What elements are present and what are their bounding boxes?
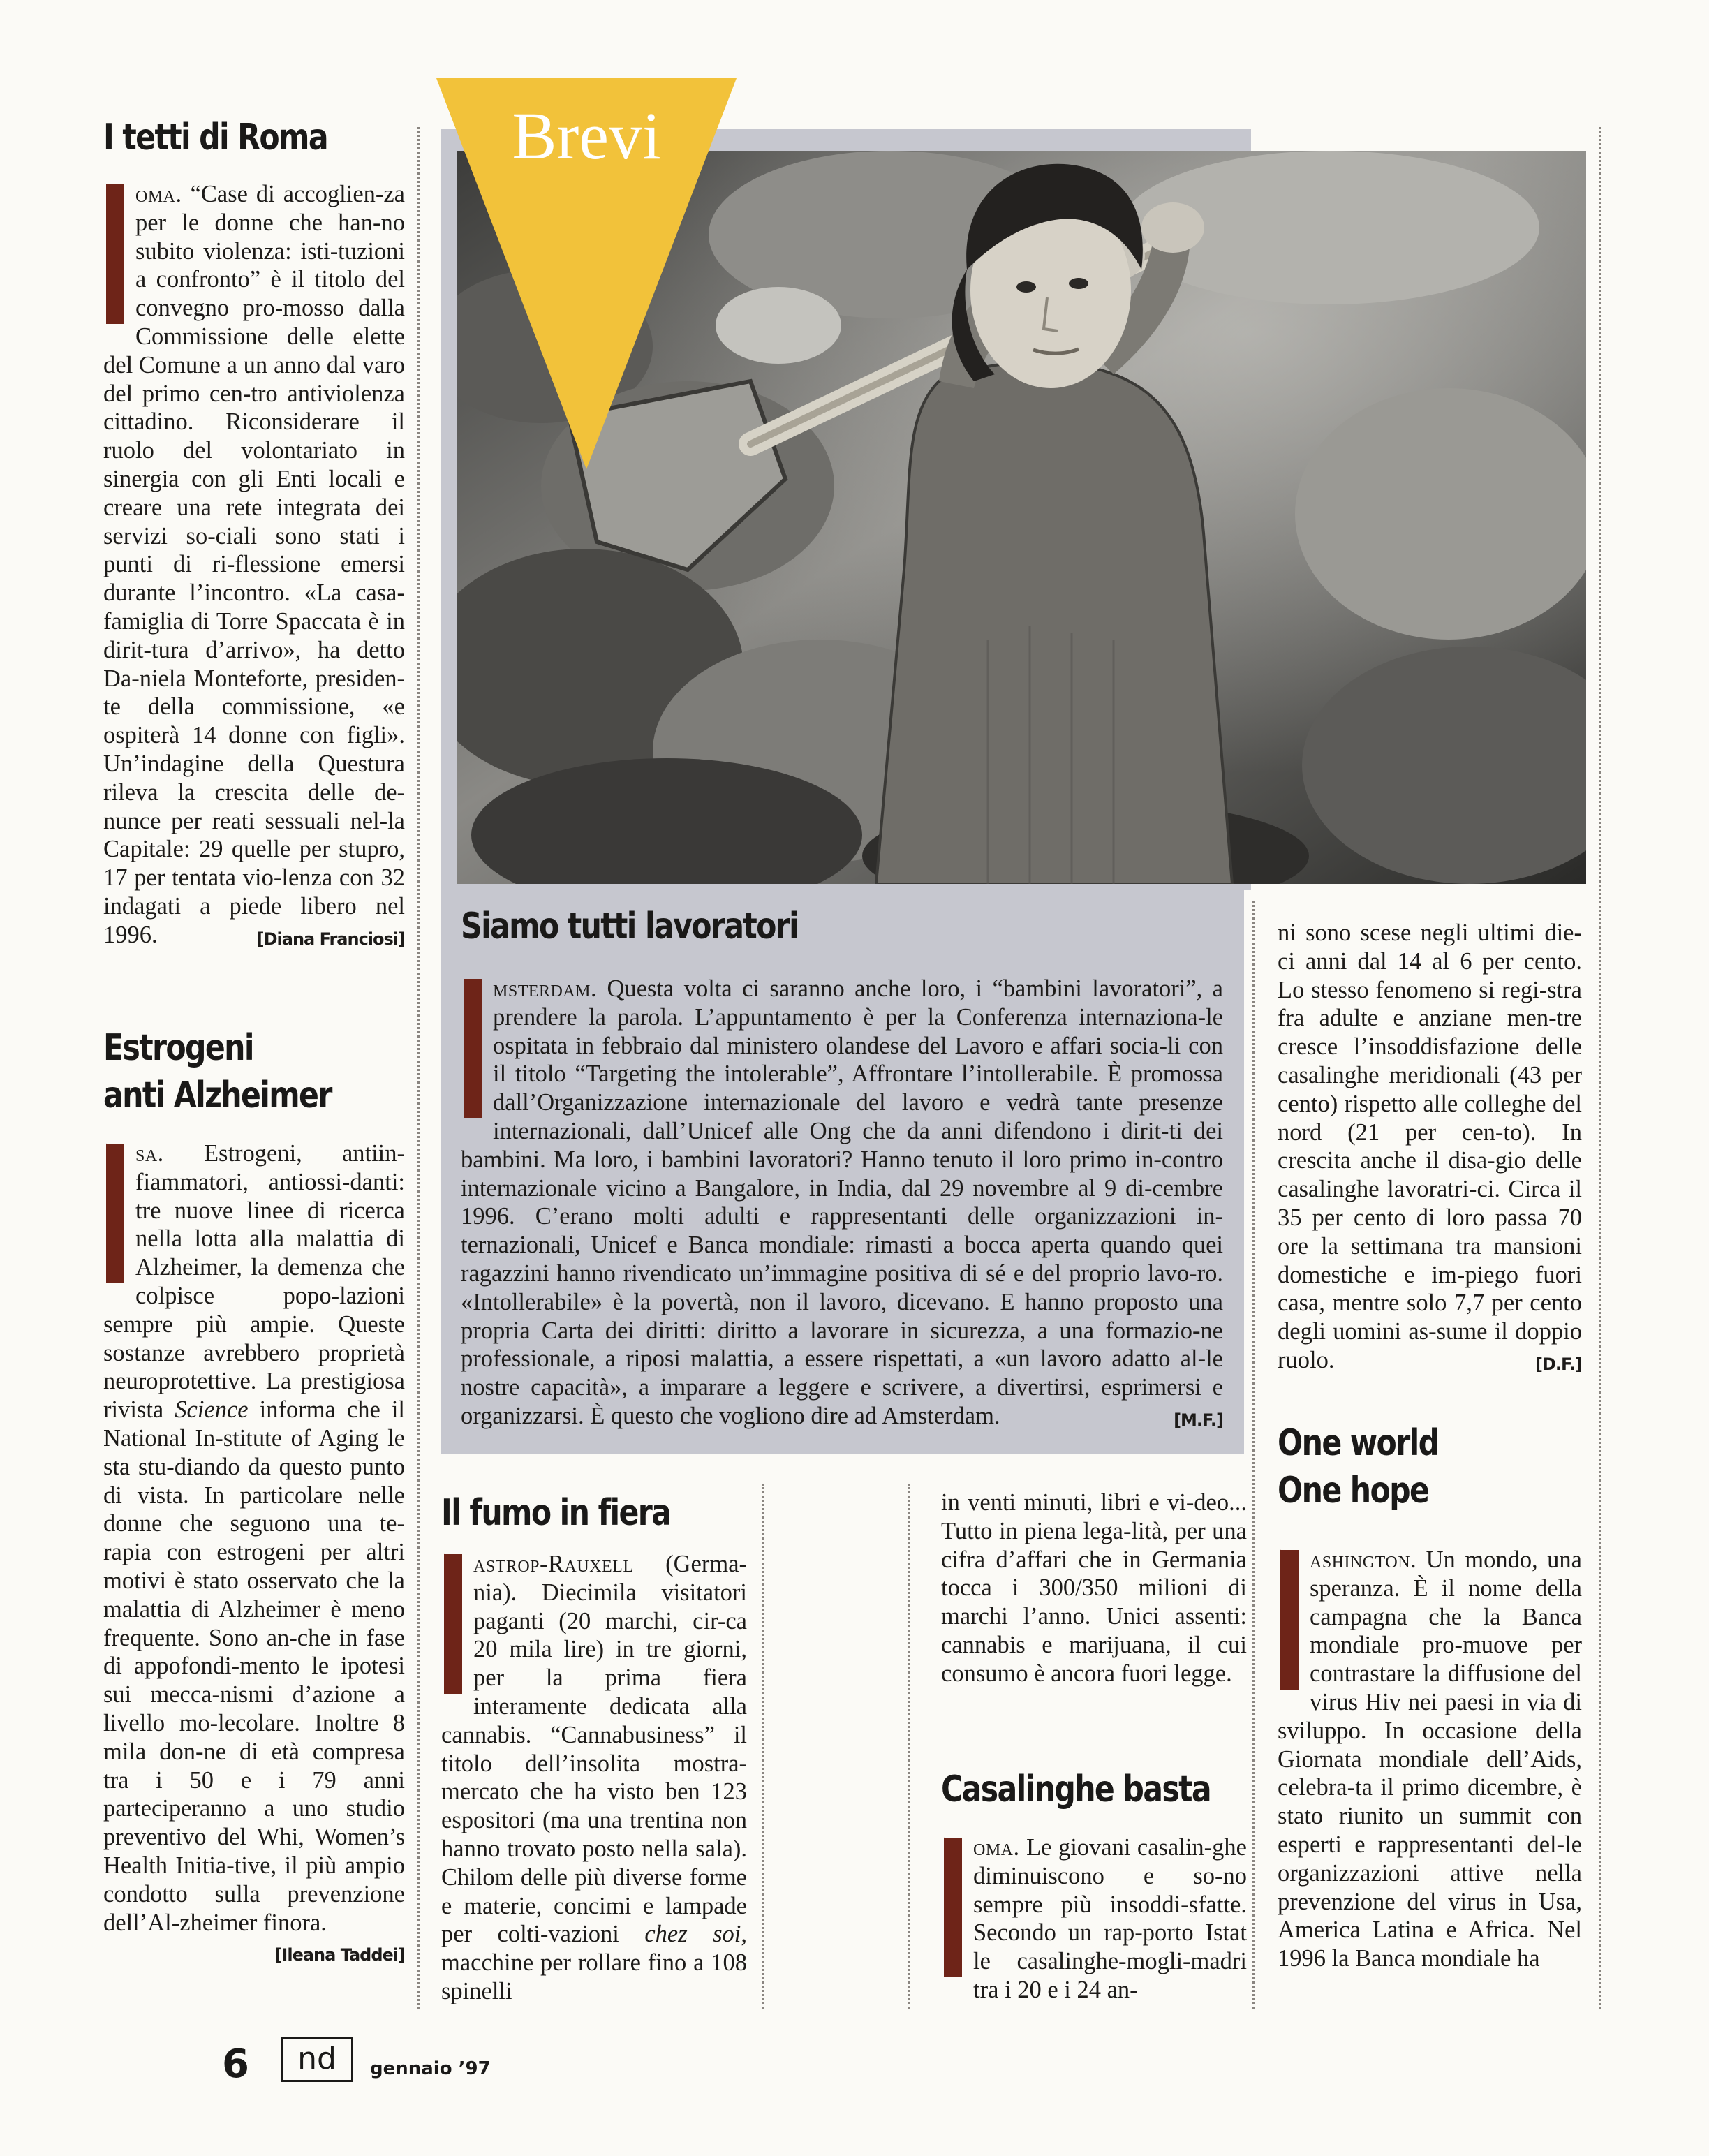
article-title: Casalinghe basta: [941, 1769, 1211, 1810]
article-title: Estrogeni: [103, 1027, 253, 1069]
article-body: [103, 1139, 405, 1970]
dateline: astrop-Rauxell: [473, 1551, 634, 1577]
article-text: Questa volta ci saranno anche loro, i “bambini lavoratori”, a prendere la parola. L’appuntamento è per la Conferenza internaziona-le ospitata in febbraio dal ministero olandese del Lavoro e affari socia-li con il titolo “Targeting the intolerable”, Affrontare l’intollerabile. È promossa dall’Organizzazione internazionale del lavoro e vedrà tante presenze internazionali, dall’Unicef alle Ong che da anni difendono i dirit-ti dei bambini. Ma loro, i bambini lavoratori? Hanno tenuto il loro primo in-contro internazionale vicino a Bangalore, in India, dal 29 novembre al 9 di-cembre 1996. C’erano molti adulti e rappresentanti delle organizzazioni in-ternazionali, Unicef e Banca mondiale: rimasti a bocca aperta quando quei ragazzini hanno rivendicato un’immagine positiva di sé e del proprio lavo-ro. «Intollerabile» è la povertà, non il lavoro, dicevano. E hanno proposto una propria Carta dei diritti: diritto a lavorare in sicurezza, a una formazio-ne professionale, a riposi malattia, a essere rispettati, a «un lavoro adatto al-le nostre capacità», a imparare a leggere e scrivere, a divertirsi, esprimersi e organizzarsi. È questo che vogliono dire ad Amsterdam.: [461, 975, 1223, 1429]
column-rule: [1599, 127, 1601, 2009]
article-continuation: [1278, 919, 1582, 1379]
dateline: oma.: [135, 181, 182, 207]
article-title: One hope: [1278, 1470, 1429, 1512]
drop-cap: A: [464, 979, 482, 1118]
article-text: Un mondo, una speranza. È il nome della campagna che la Banca mondiale pro-muove per contrastare la diffusione del virus Hiv nei paesi in via di sviluppo. In occasione della Giornata mondiale dell’Aids, celebra-ta il primo dicembre, è stato riunito un summit con esperti e rappresentanti del-le organizzazioni attive nella prevenzione del virus in Usa, America Latina e Africa. Nel 1996 la Banca mondiale ha: [1278, 1546, 1582, 1972]
column-rule: [762, 1484, 764, 2009]
column-rule: [908, 1484, 910, 2009]
publication-name: Science: [175, 1396, 249, 1424]
article-body: [461, 975, 1223, 1435]
dateline: oma.: [973, 1834, 1020, 1861]
article-body: [441, 1550, 747, 2006]
article-text: , macchine per rollare fino a 108 spinelli: [441, 1921, 747, 2004]
drop-cap: R: [106, 184, 124, 324]
article-body: [941, 1833, 1247, 2004]
article-title: anti Alzheimer: [103, 1075, 332, 1116]
article-title: Il fumo in fiera: [441, 1492, 671, 1534]
article-body: [103, 180, 405, 954]
dateline: sa.: [135, 1140, 164, 1167]
dateline: msterdam.: [493, 975, 598, 1002]
author-signature: [D.F.]: [1535, 1354, 1582, 1374]
drop-cap: W: [1280, 1550, 1299, 1690]
article-title: I tetti di Roma: [103, 117, 327, 158]
article-text: Le giovani casalin-ghe diminuiscono e so-no sempre più insoddi-sfatte. Secondo un rap-porto Istat le casalinghe-mogli-madri tra i 20 e i 24 an-: [973, 1834, 1247, 2003]
article-body: [1278, 1546, 1582, 1973]
magazine-logo: nd: [281, 2037, 353, 2082]
article-text: in venti minuti, libri e vi-deo... Tutto in piena lega-lità, per una cifra d’affari che in Germania tocca i 300/350 milioni di marchi l’anno. Unici assenti: cannabis e marijuana, il cui consumo è ancora fuori legge.: [941, 1489, 1247, 1687]
column-rule: [417, 127, 420, 2009]
article-title: One world: [1278, 1422, 1439, 1464]
article-text: “Case di accoglien-za per le donne che han-no subito violenza: isti-tuzioni a confronto” è il titolo del convegno pro-mosso dalla Commissione delle elette del Comune a un anno dal varo del primo cen-tro antiviolenza cittadino. Riconsiderare il ruolo del volontariato in sinergia con gli Enti locali e creare una rete integrata dei servizi so-ciali sono stati i punti di ri-flessione emersi durante l’incontro. «La casa-famiglia di Torre Spaccata è in dirit-tura d’arrivo», ha detto Da-niela Monteforte, presiden-te della commissione, «e ospiterà 14 donne con figli». Un’indagine della Questura rileva la crescita delle de-nunce per reati sessuali nel-la Capitale: 29 quelle per stupro, 17 per tentata vio-lenza con 32 indagati a piede libero nel 1996.: [103, 181, 405, 948]
section-banner: [436, 78, 737, 469]
issue-date: gennaio ’97: [370, 2058, 491, 2079]
drop-cap: U: [106, 1144, 124, 1283]
section-banner-label: Brevi: [512, 98, 661, 173]
dateline: ashington.: [1310, 1546, 1417, 1573]
author-signature: [M.F.]: [1174, 1410, 1223, 1430]
author-signature: [Ileana Taddei]: [274, 1945, 405, 1965]
article-text: informa che il National In-stitute of Aging le sta stu-diando da questo punto di vista. In particolare nelle donne che seguono una te-rapia con estrogeni per altri motivi è stato osservato che la malattia di Alzheimer è meno frequente. Sono an-che in fase di appofondi-mento le ipotesi sui mecca-nismi d’azione a livello mo-lecolare. Inoltre 8 mila don-ne di età compresa tra i 50 e i 79 anni parteciperanno a uno studio preventivo del Whi, Women’s Health Initia-tive, il più ampio condotto sulla prevenzione dell’Al-zheimer finora.: [103, 1396, 405, 1936]
column-rule: [1252, 901, 1255, 2009]
drop-cap: R: [944, 1838, 962, 1977]
article-text: Estrogeni, antiin-fiammatori, antiossi-danti: tre nuove linee di ricerca nella lotta alla malattia di Alzheimer, la demenza che colpisce popo-lazioni sempre più ampie. Queste sostanze avrebbero proprietà neuroprotettive. La prestigiosa rivista: [103, 1140, 405, 1424]
drop-cap: C: [444, 1554, 462, 1694]
article-text: (Germa-nia). Diecimila visitatori paganti (20 marchi, cir-ca 20 mila lire) in tre giorni, per la prima fiera interamente dedicata alla cannabis. “Cannabusiness” il titolo dell’insolita mostra-mercato che ha visto ben 123 espositori (ma una trentina non hanno trovato posto nella sala). Chilom delle più diverse forme e materie, concimi e lampade per colti-vazioni: [441, 1551, 747, 1948]
author-signature: [Diana Franciosi]: [256, 929, 405, 949]
article-continuation: [941, 1489, 1247, 1688]
article-title: Siamo tutti lavoratori: [461, 906, 799, 947]
article-text: ni sono scese negli ultimi die-ci anni dal 14 al 6 per cento. Lo stesso fenomeno si regi-stra fra adulte e anziane men-tre cresce l’insoddisfazione delle casalinghe meridionali (43 per cento) rispetto alle colleghe del nord (21 per cen-to). In crescita anche il disa-gio delle casalinghe lavoratri-ci. Circa il 35 per cento di loro passa 70 ore la settimana tra mansioni domestiche e im-piego fuori casa, mentre solo 7,7 per cento degli uomini as-sume il doppio ruolo.: [1278, 920, 1582, 1373]
emphasis: chez soi: [644, 1921, 741, 1948]
page-number: 6: [222, 2041, 249, 2087]
